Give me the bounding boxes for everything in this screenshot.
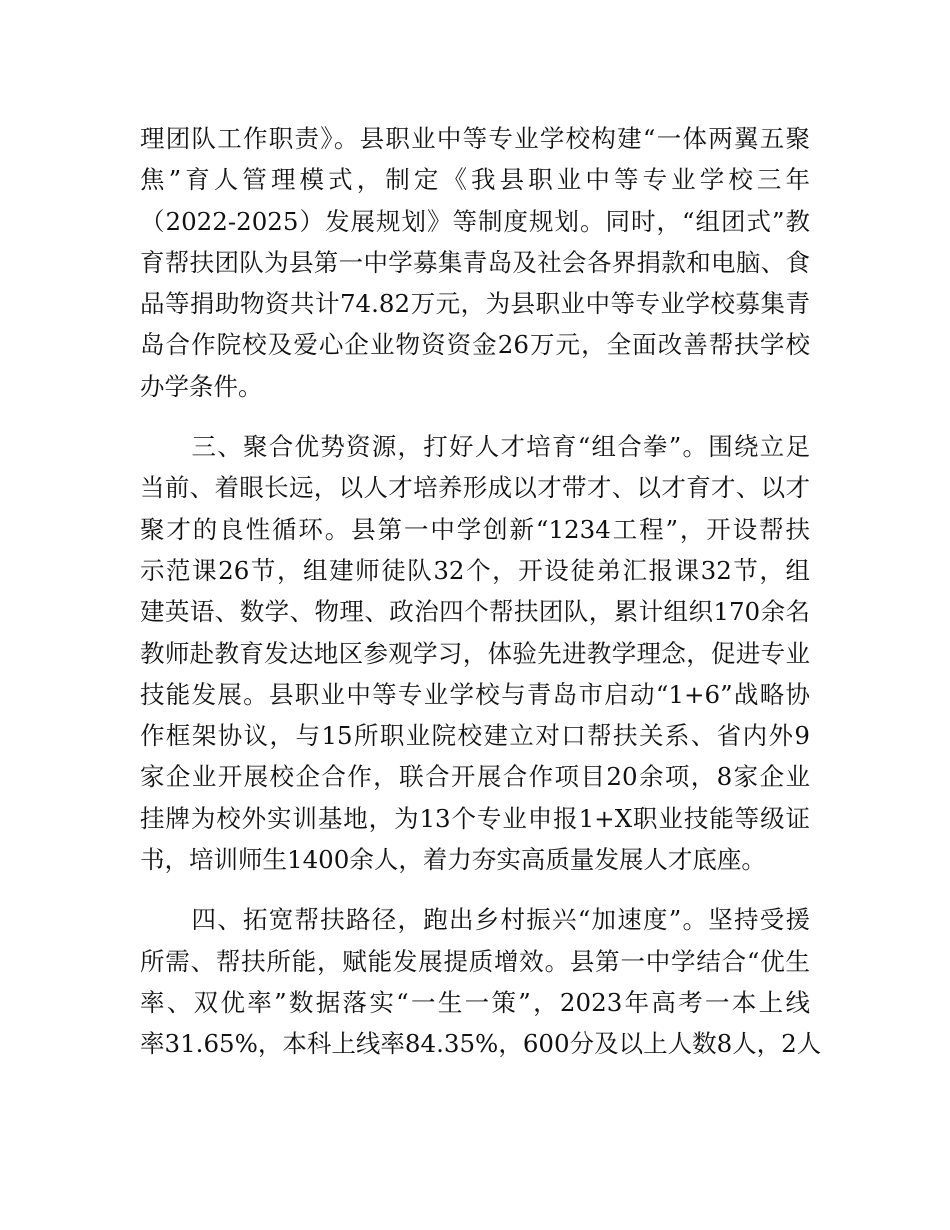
document-body: [140, 118, 822, 1065]
text-line: 办学条件。: [140, 371, 263, 401]
text-line: 教师赴教育发达地区参观学习，体验先进教学理念，促进专业: [140, 638, 810, 668]
text-line: 聚才的良性循环。县第一中学创新“1234工程”，开设帮扶: [140, 514, 810, 544]
text-line: 育帮扶团队为县第一中学募集青岛及社会各界捐款和电脑、食: [140, 247, 810, 277]
text-line: 建英语、数学、物理、政治四个帮扶团队，累计组织170余名: [140, 597, 810, 627]
paragraph-1: [140, 118, 810, 407]
text-line: 所需、帮扶所能，赋能发展提质增效。县第一中学结合“优生: [140, 946, 810, 976]
text-line: 当前、着眼长远，以人才培养形成以才带才、以才育才、以才: [140, 473, 810, 503]
text-line: 三、聚合优势资源，打好人才培育“组合拳”。围绕立足: [140, 432, 810, 462]
text-line: 技能发展。县职业中等专业学校与青岛市启动“1+6”战略协: [140, 679, 810, 709]
text-line: 率31.65%，本科上线率84.35%，600分及以上人数8人，2人: [140, 1029, 822, 1059]
text-line: 示范课26节，组建师徒队32个，开设徒弟汇报课32节，组: [140, 555, 810, 585]
text-line: 岛合作院校及爱心企业物资资金26万元，全面改善帮扶学校: [140, 330, 810, 360]
paragraph-spacer: [140, 880, 810, 899]
text-line: 挂牌为校外实训基地，为13个专业申报1+X职业技能等级证: [140, 803, 810, 833]
paragraph-spacer: [140, 407, 810, 426]
text-line: （2022-2025）发展规划》等制度规划。同时，“组团式”教: [140, 206, 810, 236]
text-line: 率、双优率”数据落实“一生一策”，2023年高考一本上线: [140, 987, 810, 1017]
text-line: 焦”育人管理模式，制定《我县职业中等专业学校三年: [140, 165, 810, 195]
text-line: 书，培训师生1400余人，着力夯实高质量发展人才底座。: [140, 845, 766, 875]
text-line: 四、拓宽帮扶路径，跑出乡村振兴“加速度”。坚持受援: [140, 905, 810, 935]
text-line: 理团队工作职责》。县职业中等专业学校构建“一体两翼五聚: [140, 124, 810, 153]
text-line: 家企业开展校企合作，联合开展合作项目20余项，8家企业: [140, 762, 810, 792]
text-line: 作框架协议，与15所职业院校建立对口帮扶关系、省内外9: [140, 721, 810, 751]
paragraph-3: [140, 899, 822, 1064]
text-line: 品等捐助物资共计74.82万元，为县职业中等专业学校募集青: [140, 289, 810, 319]
paragraph-2: [140, 426, 810, 880]
